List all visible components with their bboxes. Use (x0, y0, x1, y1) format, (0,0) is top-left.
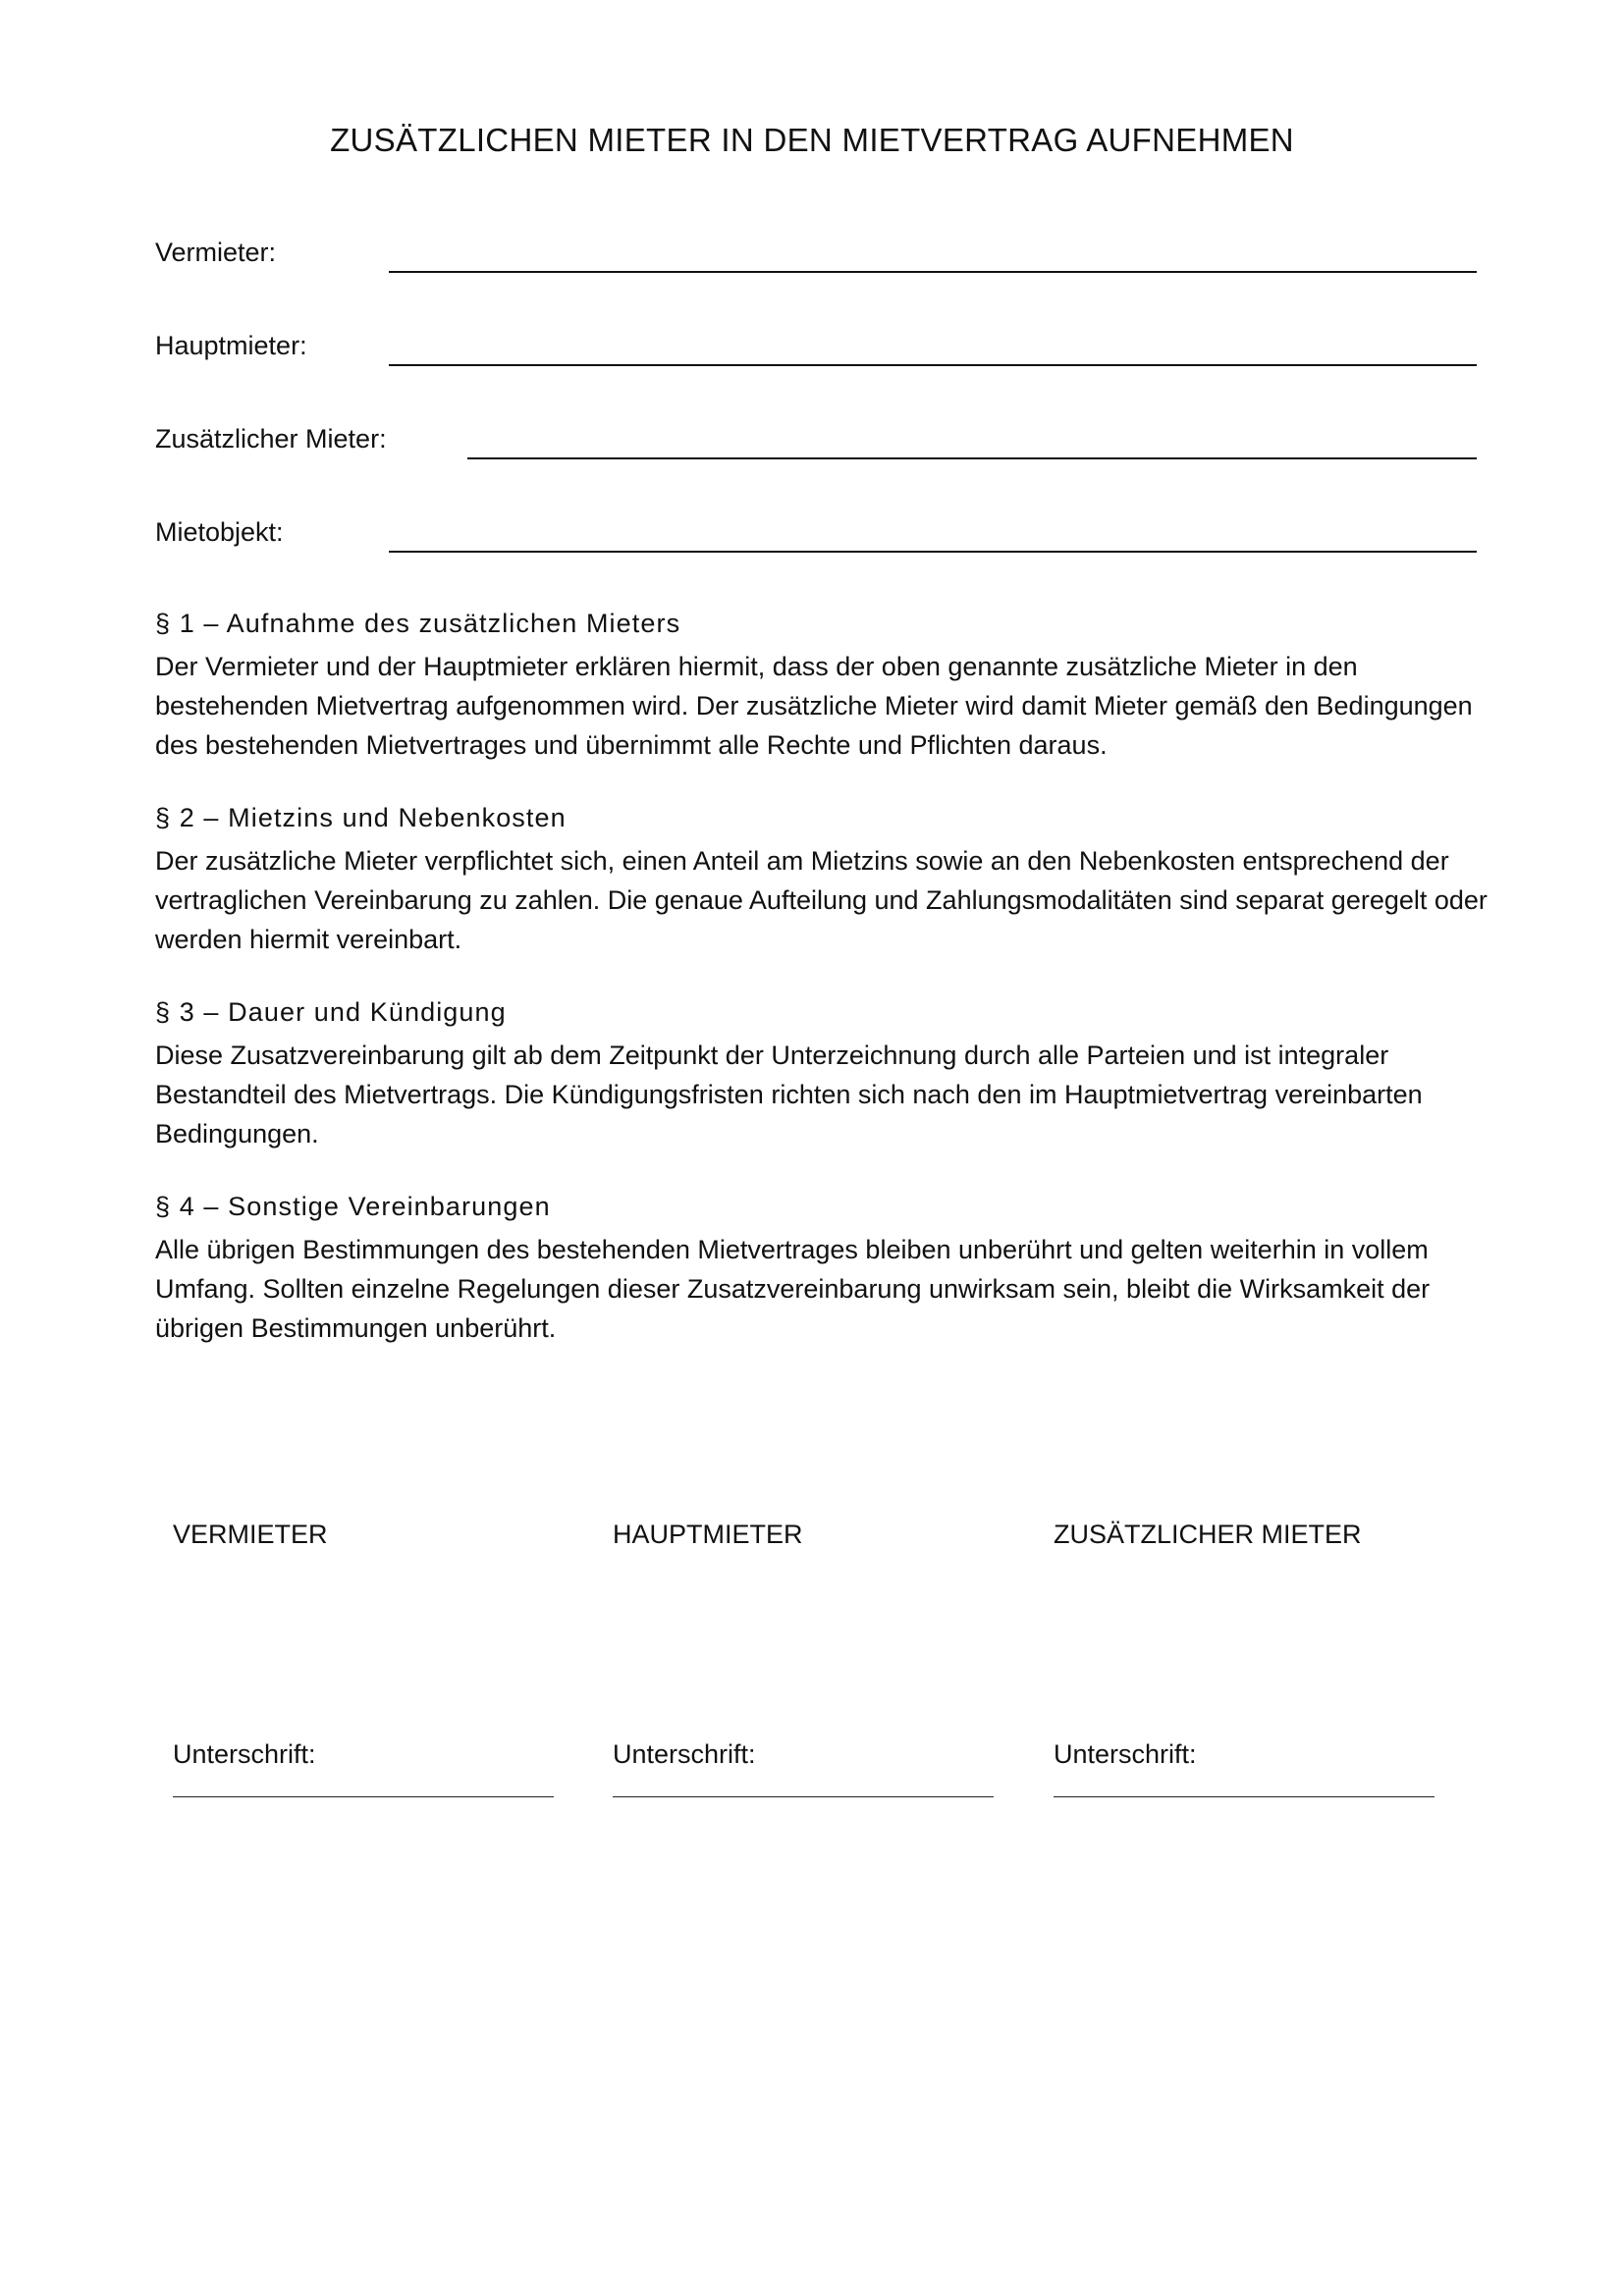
signature-role: ZUSÄTZLICHER MIETER (1054, 1520, 1362, 1549)
signature-role: HAUPTMIETER (613, 1520, 803, 1549)
section-heading: § 1 – Aufnahme des zusätzlichen Mieters (155, 609, 681, 638)
section-3 (155, 997, 1490, 1153)
section-4 (155, 1192, 1490, 1348)
field-mietobjekt-input-line[interactable] (389, 551, 1477, 553)
document-title: ZUSÄTZLICHEN MIETER IN DEN MIETVERTRAG AUFNEHMEN (330, 122, 1294, 158)
field-zusaetzlicher-mieter-input-line[interactable] (467, 457, 1477, 459)
section-heading: § 3 – Dauer und Kündigung (155, 997, 507, 1027)
signature-label: Unterschrift: (1054, 1739, 1197, 1769)
field-label: Hauptmieter: (155, 331, 307, 360)
field-label: Zusätzlicher Mieter: (155, 424, 387, 454)
field-hauptmieter (155, 331, 1477, 370)
field-zusaetzlicher-mieter (155, 424, 1477, 463)
field-label: Vermieter: (155, 238, 277, 267)
field-hauptmieter-input-line[interactable] (389, 364, 1477, 366)
section-text: Der Vermieter und der Hauptmieter erklären hiermit, dass der oben genannte zusätzliche Mieter in den bestehenden Mietvertrag aufgenommen wird. Der zusätzliche Mieter wird damit Mieter gemäß den Bedingungen des bestehenden Mietvertrages und übernimmt alle Rechte und Pflichten daraus. (155, 652, 1473, 760)
section-text: Alle übrigen Bestimmungen des bestehenden Mietvertrages bleiben unberührt und gelten weiterhin in vollem Umfang. Sollten einzelne Regelungen dieser Zusatzvereinbarung unwirksam sein, bleibt die Wirksamkeit der übrigen Bestimmungen unberührt. (155, 1235, 1431, 1343)
section-heading: § 2 – Mietzins und Nebenkosten (155, 803, 567, 832)
signature-hauptmieter (613, 1520, 1005, 1769)
field-mietobjekt (155, 517, 1477, 557)
signature-zusaetzlicher-mieter (1054, 1520, 1446, 1769)
signature-line[interactable] (613, 1796, 994, 1797)
signature-vermieter (173, 1520, 566, 1769)
field-vermieter-input-line[interactable] (389, 271, 1477, 273)
signature-line[interactable] (1054, 1796, 1435, 1797)
section-text: Der zusätzliche Mieter verpflichtet sich, einen Anteil am Mietzins sowie an den Nebenkosten entsprechend der vertraglichen Vereinbarung zu zahlen. Die genaue Aufteilung und Zahlungsmodalitäten sind separat geregelt oder werden hiermit vereinbart. (155, 846, 1488, 954)
section-heading: § 4 – Sonstige Vereinbarungen (155, 1192, 551, 1221)
section-2 (155, 803, 1490, 959)
signature-label: Unterschrift: (173, 1739, 316, 1769)
field-vermieter (155, 238, 1477, 277)
signature-role: VERMIETER (173, 1520, 328, 1549)
section-1 (155, 609, 1490, 765)
signature-label: Unterschrift: (613, 1739, 756, 1769)
signature-line[interactable] (173, 1796, 554, 1797)
section-text: Diese Zusatzvereinbarung gilt ab dem Zeitpunkt der Unterzeichnung durch alle Parteien und ist integraler Bestandteil des Mietvertrags. Die Kündigungsfristen richten sich nach den im Hauptmietvertrag vereinbarten Bedingungen. (155, 1041, 1423, 1148)
field-label: Mietobjekt: (155, 517, 284, 547)
